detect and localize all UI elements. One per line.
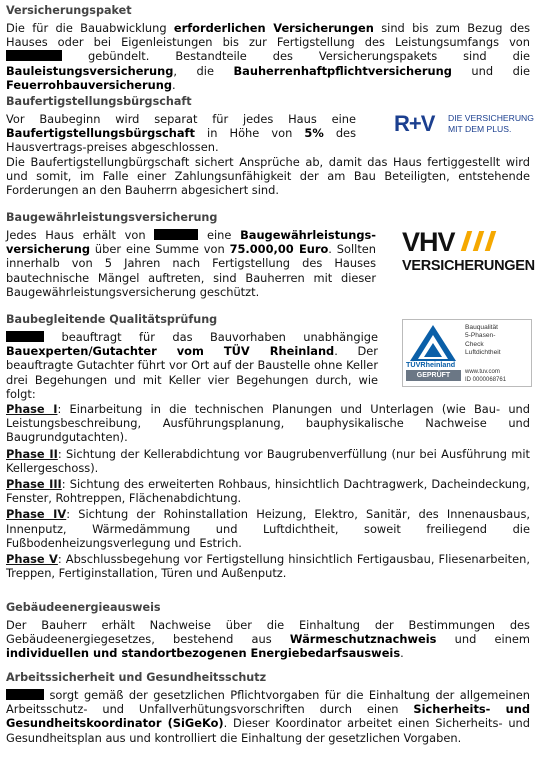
redaction-block [6,50,62,61]
text-run: . Dieser Koordinator arbeitet einen Sicherheits- und Gesundheitsplan aus und kontrolliert die Einhaltung der gesetzlichen Vorgaben. [6,716,530,745]
text-run: , die [173,63,214,78]
vhv-logo-letters: VHV [402,227,455,257]
text-run: Vor Baubeginn wird separat für jedes Haus eine [6,112,356,126]
redaction-block [154,229,198,240]
phase-item [6,447,530,475]
phase-text: : Sichtung der Kellerabdichtung vor Baugrubenverfüllung (nur bei Ausführung mit Kellergeschoss). [6,446,531,475]
section-heading: Baugewährleistungsversicherung [6,211,218,224]
section-insurance-package [6,4,530,92]
bold-run: erforderlichen Versicherungen [173,21,374,35]
section-energy-certificate [6,601,530,661]
tuv-line: Luftdichtheit [465,349,501,357]
text-run: und die [471,63,530,78]
tuv-details [465,324,529,384]
text-run: sorgt gemäß der gesetzlichen Pflichtvorgaben für die Einhaltung der allgemeinen Arbeitsschutz- und Unfallverhütungsvorschriften durch einen [6,688,531,717]
section-text: Die Baufertigstellungbürgschaft sichert Ansprüche ab, damit das Haus fertiggestellt wird und somit, im Falle einer Zahlungsunfähigkeit der am Bau Beteiligten, entstehende Forderungen an den Bauherrn abgesichert sind. [6,154,530,198]
section-heading: Baubegleitende Qualitätsprüfung [6,313,218,326]
section-text [6,112,356,155]
vhv-logo-top [402,227,493,257]
bold-run: Feuerrohbauversicherung [6,77,173,92]
tuv-mark [406,323,461,381]
text-run: Der Bauherr erhält Nachweise über die Einhaltung der Bestimmungen des Gebäudeenergiegesetzes, bestehend aus [6,618,530,647]
bold-run: 75.000,00 Euro [229,242,329,257]
bold-run: Wärmeschutznachweis [289,632,437,647]
section-text [6,228,376,299]
redaction-block [6,331,44,342]
text-run: . [400,646,404,661]
vhv-logo-wordmark: VERSICHERUNGEN [402,258,535,274]
section-text [6,688,530,745]
rv-logo [394,111,534,137]
text-run: . Der beauftragte Gutachter führt vor Ort auf der Baustelle ohne Keller drei Begehungen und mit Keller vier Begehungen durch, wie folgt: [6,344,378,401]
tuv-brand: TÜVRheinland [406,360,456,369]
tuv-line: Bauqualität [465,324,498,331]
phase-text: : Sichtung der Rohinstallation Heizung, Elektro, Sanitär, des Innenausbaus, Innenputz, Wärmedämmung und Luftdichtheit, soweit freiliegend die Fußbodenheizungsverlegung und Estrich. [6,507,531,550]
text-run: sind bis zum Bezug des Hauses oder bei Eigenleistungen bis zur Fertigstellung des Leistungsumfangs von [6,21,531,50]
text-run: des Hausvertrags-preises abgeschlossen. [6,126,357,155]
section-heading: Gebäudeenergieausweis [6,601,161,614]
phase-item [6,507,530,550]
bold-run: Baufertigstellungsbürgschaft [6,126,195,141]
phase-item [6,552,530,580]
text-run: über eine Summe von [94,242,225,257]
phase-text: : Einarbeitung in die technischen Planungen und Unterlagen (wie Bau- und Leistungsbeschreibung, Ausführungsplanung, bauphysikalische Nachweise und Baugrundgutachten). [6,402,530,445]
section-text [6,330,378,401]
phase-item [6,402,530,445]
phase-text: : Abschlussbegehung vor Fertigstellung hinsichtlich Fertigausbau, Fliesenarbeiten, Treppen, Fertiginstallation, Türen und Außenputz. [6,552,530,581]
rv-logo-tagline-1: DIE VERSICHERUNG [448,113,534,123]
vhv-slash-icon [460,231,471,251]
bold-run: 5% [304,126,324,141]
phase-label: Phase III [6,477,62,492]
bold-run: Bauexperten/Gutachter vom TÜV Rheinland [6,344,335,359]
tuv-id: ID 0000068761 [465,377,507,384]
tuv-ribbon-text: GEPRÜFT [416,372,451,379]
text-run: Die für die Bauabwicklung [6,21,167,35]
text-run: Jedes Haus erhält von [6,228,146,242]
vhv-slash-icon [485,231,496,251]
phase-label: Phase V [6,552,58,567]
bold-run: Sicherheits- und Gesundheitskoordinator (SiGeKo) [6,702,531,731]
section-text [6,21,530,92]
bold-run: Bauherrenhaftpflichtversicherung [233,63,452,78]
text-run: . Sollten innerhalb von 5 Jahren nach Fertigstellung des Hauses bautechnische Mängel auftreten, sind Bauherren mit dieser Baugewährleistungsversicherung geschützt. [6,242,377,299]
tuv-triangle-icon [406,323,461,363]
rv-logo-mark: R+V [394,111,435,136]
tuv-line: 5-Phasen- [465,332,496,340]
text-run: in Höhe von [207,126,293,141]
vhv-logo [400,227,535,276]
section-heading: Baufertigstellungsbürgschaft [6,95,192,108]
phase-label: Phase II [6,446,58,461]
section-safety-health [6,671,530,745]
text-run: beauftragt für das Bauvorhaben unabhängige [61,330,378,344]
text-run: . [172,77,176,92]
phase-label: Phase IV [6,507,67,522]
phase-text: : Sichtung des erweiterten Rohbaus, hinsichtlich Dachtragwerk, Dacheindeckung, Fenster, Rohtreppen, Flächenabdichtung. [6,477,530,506]
text-run: und einem [454,632,531,647]
bold-run: individuellen und standortbezogenen Energiebedarfsausweis [6,646,401,661]
tuv-url: www.tuv.com [465,368,500,375]
section-text [6,618,530,661]
phase-list [6,402,530,580]
bold-run: Bauleistungsversicherung [6,63,174,78]
tuv-ribbon [406,370,461,381]
section-heading: Arbeitssicherheit und Gesundheitsschutz [6,671,267,684]
tuv-seal [402,319,532,387]
text-run: eine [206,228,232,242]
bold-run: Baugewährleistungs-versicherung [6,228,377,257]
redaction-block [6,689,44,700]
vhv-slash-icon [472,231,483,251]
phase-label: Phase I [6,402,58,416]
tuv-line: Check [465,340,484,348]
rv-logo-tagline-2: MIT DEM PLUS. [448,124,512,134]
phase-item [6,477,530,505]
text-run: gebündelt. Bestandteile des Versicherungspakets sind die [87,49,531,64]
section-heading: Versicherungspaket [6,4,132,17]
